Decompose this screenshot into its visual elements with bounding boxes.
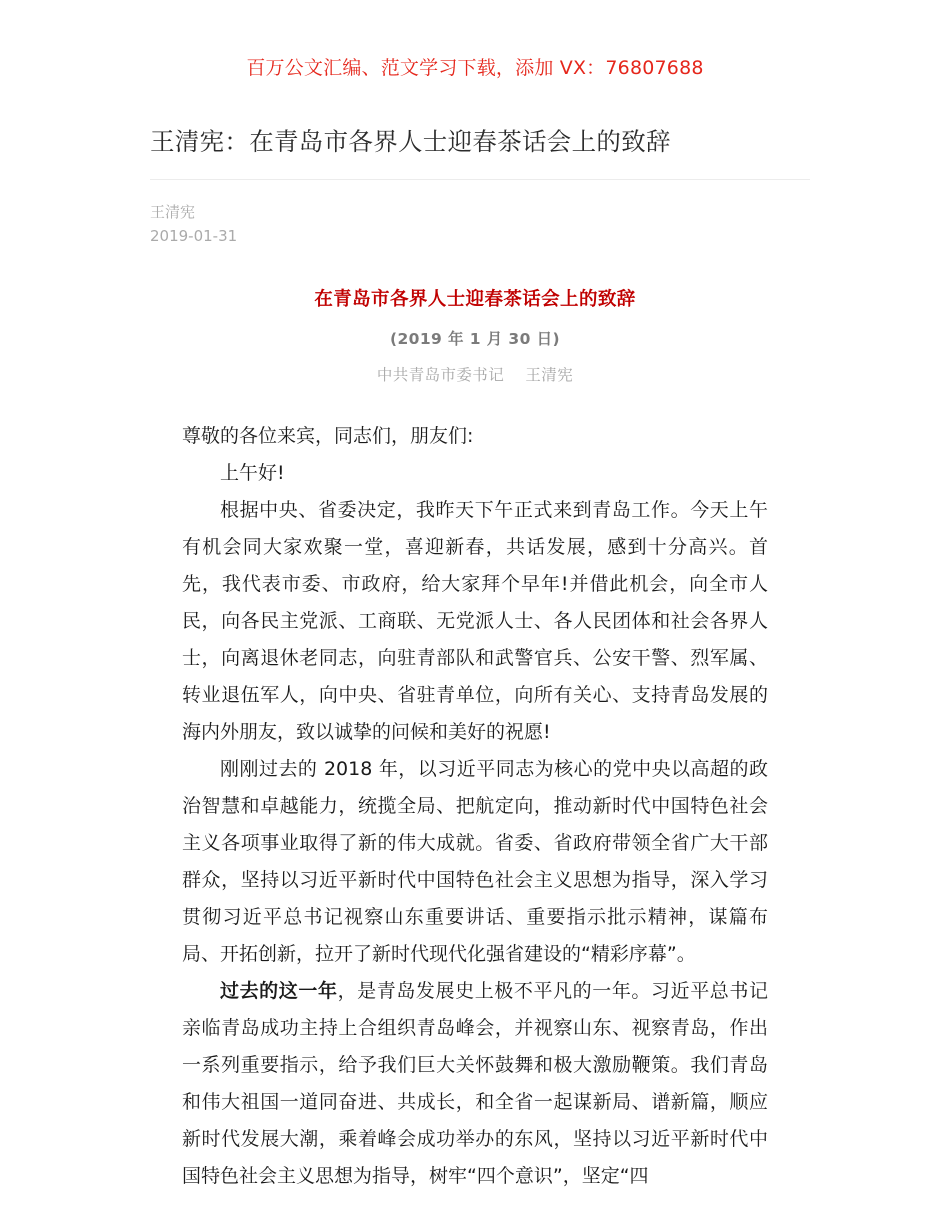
paragraph-arrival: 根据中央、省委决定，我昨天下午正式来到青岛工作。今天上午有机会同大家欢聚一堂，喜迎新春，共话发展，感到十分高兴。首先，我代表市委、市政府，给大家拜个早年!并借此机会，向全市人民，向各民主党派、工商联、无党派人士、各人民团体和社会各界人士，向离退休老同志，向驻青部队和武警官兵、公安干警、烈军属、转业退伍军人，向中央、省驻青单位，向所有关心、支持青岛发展的海内外朋友，致以诚挚的问候和美好的祝愿! (182, 498, 768, 743)
promo-banner: 百万公文汇编、范文学习下载，添加 VX：76807688 (246, 57, 704, 79)
paragraph-past-year (182, 973, 768, 1195)
paragraph-greeting: 上午好! (220, 461, 285, 484)
document-date-line: (2019 年 1 月 30 日) (390, 330, 560, 349)
paragraph-past-year-rest: ，是青岛发展史上极不平凡的一年。习近平总书记亲临青岛成功主持上合组织青岛峰会，并视察山东、视察青岛，作出一系列重要指示，给予我们巨大关怀鼓舞和极大激励鞭策。我们青岛和伟大祖国一道同奋进、共成长，和全省一起谋新局、谱新篇，顺应新时代发展大潮，乘着峰会成功举办的东风，坚持以习近平新时代中国特色社会主义思想为指导，树牢“四个意识”，坚定“四 (182, 979, 768, 1187)
article-author: 王清宪 (150, 202, 196, 221)
article-header (150, 80, 800, 249)
page-title: 王清宪：在青岛市各界人士迎春茶话会上的致辞 (150, 126, 671, 156)
article-meta (150, 180, 800, 249)
paragraph-past-year-lead: 过去的这一年 (220, 979, 338, 1002)
paragraph-year-2018: 刚刚过去的 2018 年，以习近平同志为核心的党中央以高超的政治智慧和卓越能力，统揽全局、把航定向，推动新时代中国特色社会主义各项事业取得了新的伟大成就。省委、省政府带领全省广大干部群众，坚持以习近平新时代中国特色社会主义思想为指导，深入学习贯彻习近平总书记视察山东重要讲话、重要指示批示精神，谋篇布局、开拓创新，拉开了新时代现代化强省建设的“精彩序幕”。 (182, 757, 768, 965)
article-date: 2019-01-31 (150, 227, 238, 246)
document-body (182, 388, 768, 1195)
document-content (150, 248, 800, 1194)
document-byline: 中共青岛市委书记 王清宪 (376, 366, 574, 385)
paragraph-salutation: 尊敬的各位来宾，同志们，朋友们: (182, 424, 474, 447)
document-title: 在青岛市各界人士迎春茶话会上的致辞 (314, 289, 636, 311)
